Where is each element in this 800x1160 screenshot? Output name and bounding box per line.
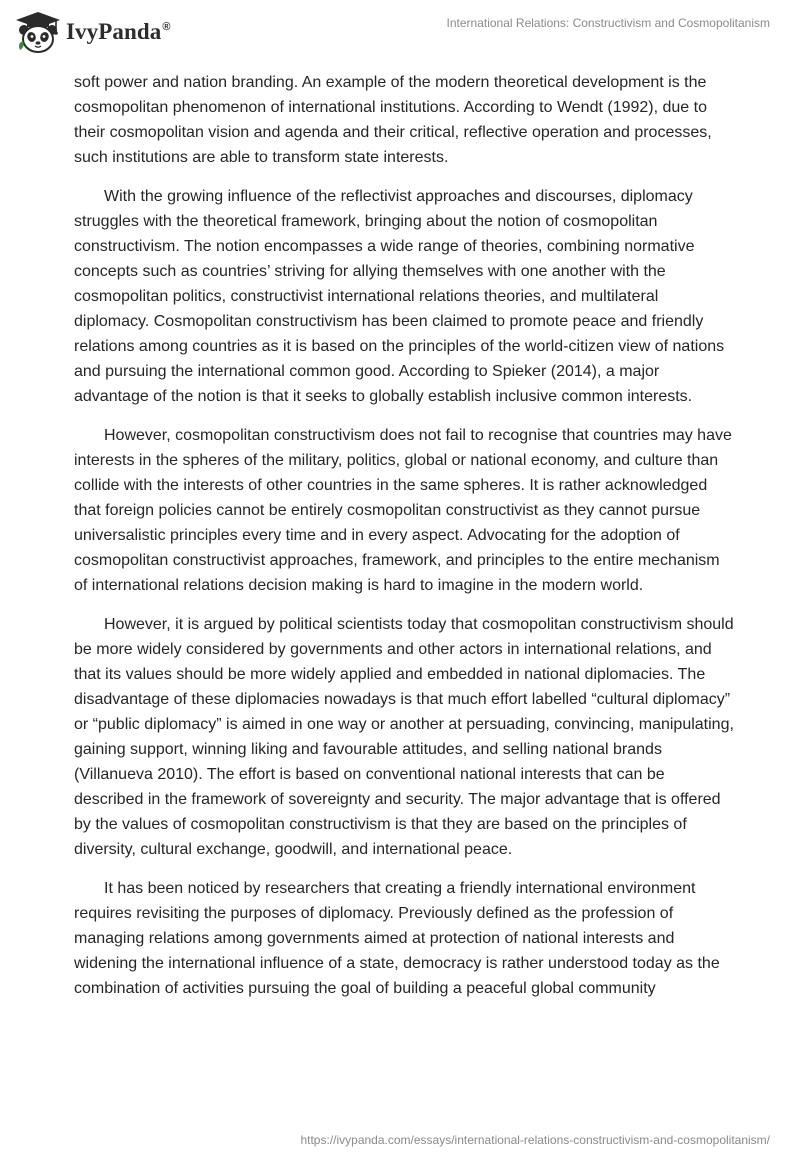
paragraph-2: With the growing influence of the reflectivist approaches and discourses, diplomacy struggles with the theoretical framework, bringing about the notion of cosmopolitan constructivism. The notion encompasses a wide range of theories, combining normative concepts such as countries’ striving for allying themselves with one another with the cosmopolitan politics, constructivist international relations theories, and multilateral diplomacy. Cosmopolitan constructivism has been claimed to promote peace and friendly relations among countries as it is based on the principles of the world-citizen view of nations and pursuing the international common good. According to Spieker (2014), a major advantage of the notion is that it seeks to globally establish inclusive common interests. (74, 188, 725, 405)
source-url[interactable]: https://ivypanda.com/essays/international-relations-constructivism-and-cosmopolitanism/ (300, 1133, 770, 1147)
brand-logo[interactable] (14, 10, 171, 54)
paragraph-3: However, cosmopolitan constructivism does not fail to recognise that countries may have interests in the spheres of the military, politics, global or national economy, and culture than collide with the interests of other countries in the same spheres. It is rather acknowledged that foreign policies cannot be entirely cosmopolitan constructivist as they cannot pursue universalistic principles every time and in every aspect. Advocating for the adoption of cosmopolitan constructivist approaches, framework, and principles to the entire mechanism of international relations decision making is hard to imagine in the modern world. (74, 427, 732, 594)
page-header (0, 0, 800, 64)
registered-mark: ® (162, 21, 171, 34)
brand-name: IvyPanda® (66, 19, 171, 44)
paragraph-1: soft power and nation branding. An example of the modern theoretical development is the cosmopolitan phenomenon of international institutions. According to Wendt (1992), due to their cosmopolitan vision and agenda and their critical, reflective operation and processes, such institutions are able to transform state interests. (74, 74, 712, 166)
document-title: International Relations: Constructivism and Cosmopolitanism (446, 16, 770, 30)
panda-graduate-icon (14, 10, 62, 54)
paragraph-4: However, it is argued by political scientists today that cosmopolitan constructivism should be more widely considered by governments and other actors in international relations, and that its values should be more widely applied and embedded in national diplomacies. The disadvantage of these diplomacies nowadays is that much effort labelled “cultural diplomacy” or “public diplomacy” is aimed in one way or another at persuading, convincing, manipulating, gaining support, winning liking and favourable attitudes, and selling national brands (Villanueva 2010). The effort is based on conventional national interests that can be described in the framework of sovereignty and security. The major advantage that is offered by the values of cosmopolitan constructivism is that they are based on the principles of diversity, cultural exchange, goodwill, and international peace. (74, 616, 734, 858)
paragraph-5: It has been noticed by researchers that creating a friendly international environment requires revisiting the purposes of diplomacy. Previously defined as the profession of managing relations among governments aimed at protection of national interests and widening the international influence of a state, democracy is rather understood today as the combination of activities pursuing the goal of building a peaceful global community (74, 880, 720, 997)
essay-body (74, 70, 734, 1015)
